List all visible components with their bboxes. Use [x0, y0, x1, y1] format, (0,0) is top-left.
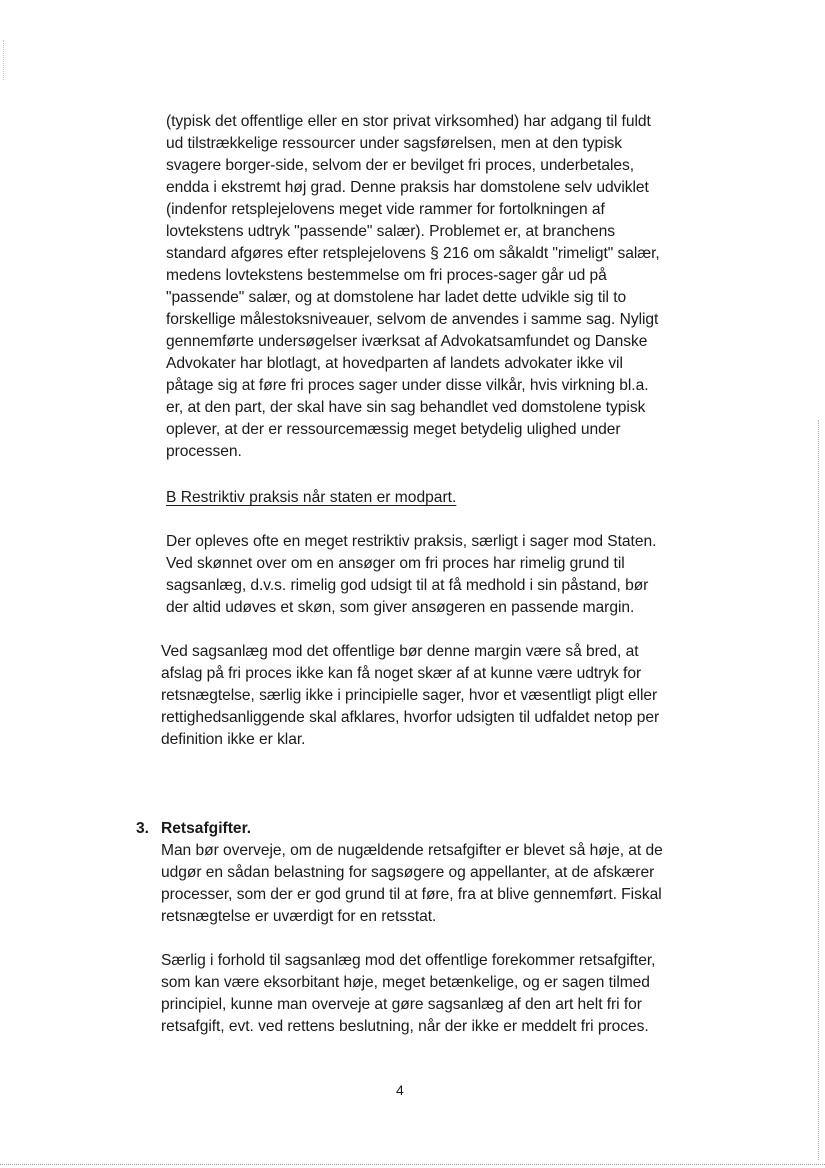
- text-line: Ved sagsanlæg mod det offentlige bør denne margin være så bred, at: [161, 643, 639, 660]
- text-line: Ved skønnet over om en ansøger om fri proces har rimelig grund til: [166, 555, 625, 572]
- text-line: som kan være eksorbitant høje, meget betænkelige, og er sagen tilmed: [161, 974, 650, 991]
- text-line: principiel, kunne man overveje at gøre sagsanlæg af den art helt fri for: [161, 996, 642, 1013]
- text-line: forskellige målestoksniveauer, selvom de anvendes i samme sag. Nyligt: [166, 311, 659, 328]
- subheading-b: B Restriktiv praksis når staten er modpart.: [166, 489, 457, 506]
- text-line: endda i ekstremt høj grad. Denne praksis har domstolene selv udviklet: [166, 179, 649, 196]
- text-line: udgør en sådan belastning for sagsøgere og appellanter, at de afskærer: [161, 864, 655, 881]
- text-line: definition ikke er klar.: [161, 731, 306, 748]
- scan-edge-bottom: [0, 1164, 825, 1165]
- text-line: standard afgøres efter retsplejelovens § 216 om såkaldt "rimeligt" salær,: [166, 245, 660, 262]
- page-number: 4: [396, 1082, 404, 1098]
- text-line: svagere borger-side, selvom der er bevilget fri proces, underbetales,: [166, 157, 635, 174]
- text-line: Særlig i forhold til sagsanlæg mod det offentlige forekommer retsafgifter,: [161, 952, 656, 969]
- text-line: sagsanlæg, d.v.s. rimelig god udsigt til at få medhold i sin påstand, bør: [166, 577, 649, 594]
- text-line: ud tilstrækkelige ressourcer under sagsførelsen, men at den typisk: [166, 135, 623, 152]
- text-line: gennemførte undersøgelser iværksat af Advokatsamfundet og Danske: [166, 333, 648, 350]
- text-line: Man bør overveje, om de nugældende retsafgifter er blevet så høje, at de: [161, 842, 663, 859]
- section-title: Retsafgifter.: [161, 820, 252, 837]
- scan-edge-right: [818, 420, 819, 1160]
- scan-edge-left: [3, 40, 4, 80]
- text-line: oplever, at der er ressourcemæssig meget betydelig ulighed under: [166, 421, 621, 438]
- text-line: Der opleves ofte en meget restriktiv praksis, særligt i sager mod Staten.: [166, 533, 657, 550]
- text-line: processer, som der er god grund til at føre, fra at blive gennemført. Fiskal: [161, 886, 662, 903]
- text-line: retsafgift, evt. ved rettens beslutning, når der ikke er meddelt fri proces.: [161, 1018, 649, 1035]
- text-line: retsnægtelse er uværdigt for en retsstat.: [161, 908, 437, 925]
- text-line: processen.: [166, 443, 242, 460]
- text-line: "passende" salær, og at domstolene har ladet dette udvikle sig til to: [166, 289, 627, 306]
- text-line: der altid udøves et skøn, som giver ansøgeren en passende margin.: [166, 599, 635, 616]
- text-line: (typisk det offentlige eller en stor privat virksomhed) har adgang til fuldt: [166, 113, 651, 130]
- text-line: afslag på fri proces ikke kan få noget skær af at kunne være udtryk for: [161, 665, 642, 682]
- text-line: Advokater har blotlagt, at hovedparten af landets advokater ikke vil: [166, 355, 623, 372]
- text-line: er, at den part, der skal have sin sag behandlet ved domstolene typisk: [166, 399, 646, 416]
- text-line: retsnægtelse, særlig ikke i principielle sager, hvor et væsentligt pligt eller: [161, 687, 658, 704]
- text-line: rettighedsanliggende skal afklares, hvorfor udsigten til udfaldet netop per: [161, 709, 660, 726]
- text-line: lovtekstens udtryk "passende" salær). Problemet er, at branchens: [166, 223, 616, 240]
- text-line: medens lovtekstens bestemmelse om fri proces-sager går ud på: [166, 267, 607, 284]
- text-line: (indenfor retsplejelovens meget vide rammer for fortolkningen af: [166, 201, 605, 218]
- section-number: 3.: [136, 820, 150, 837]
- text-line: påtage sig at føre fri proces sager under disse vilkår, hvis virkning bl.a.: [166, 377, 649, 394]
